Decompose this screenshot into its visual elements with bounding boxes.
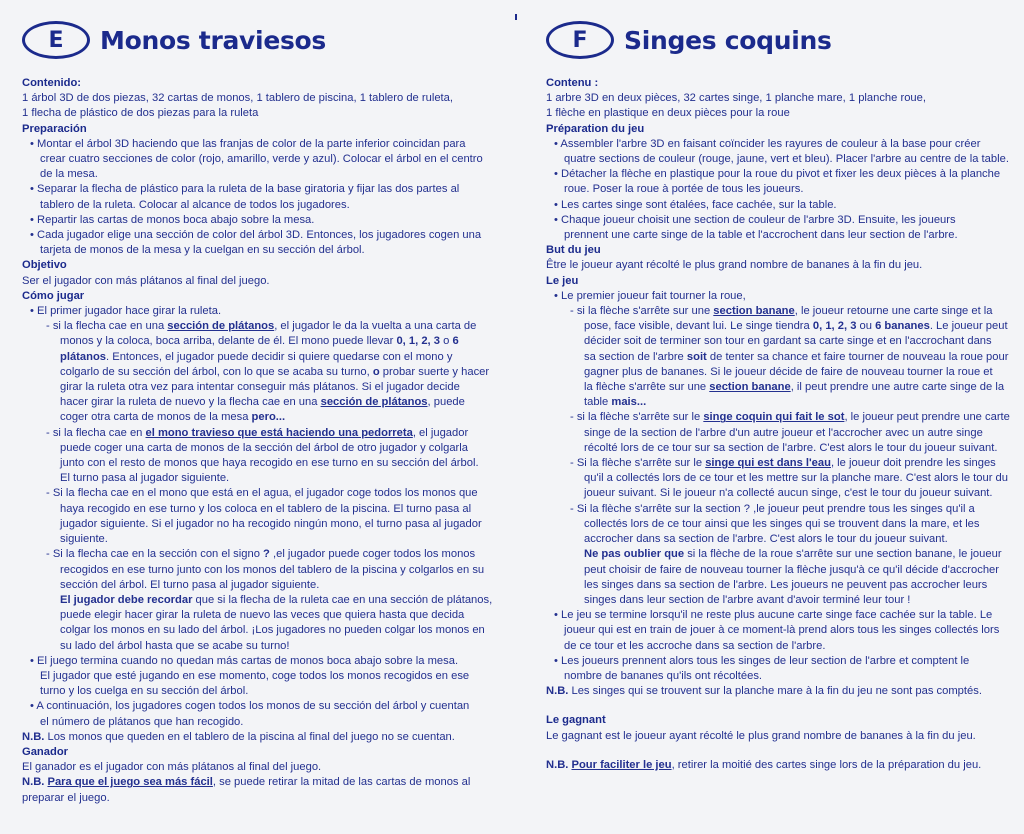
text-line: les singes dans sa section de l'arbre. Les joueurs ne peuvent pas accrocher leurs: [584, 578, 988, 591]
text-line: El jugador que esté jugando en ese momento, coge todos los monos recogidos en ese: [40, 669, 470, 682]
text-line: hacer girar la ruleta de nuevo y la flecha cae en una sección de plátanos, puede: [60, 396, 465, 409]
text-line: joueur qui est en train de jouer à ce moment-là prend alors tous les singes collectés lors: [564, 624, 1000, 637]
text-line: • Assembler l'arbre 3D en faisant coïncider les rayures de couleur à la base pour créer: [554, 137, 981, 150]
text-line: • Détacher la flèche en plastique pour la roue du pivot et fixer les deux pièces à la planche: [554, 168, 1001, 181]
spacer: [546, 699, 1024, 713]
text-line: recogidos en ese turno junto con los monos del tablero de la piscina y colgarlos en su: [60, 563, 485, 576]
spacer: [546, 744, 1024, 758]
text-line: sa section de l'arbre soit de tenter sa chance et faire tourner de nouveau la roue pour: [584, 350, 1009, 363]
text-line: tablero de la ruleta. Colocar al alcance de todos los jugadores.: [40, 198, 350, 211]
section-heading: Le gagnant: [546, 714, 606, 727]
text-line: N.B. Pour faciliter le jeu, retirer la moitié des cartes singe lors de la préparation du jeu.: [546, 758, 982, 771]
section-heading: But du jeu: [546, 244, 601, 257]
text-line: 1 flèche en plastique en deux pièces pour la roue: [546, 107, 790, 120]
text-line: • Montar el árbol 3D haciendo que las franjas de color de la parte inferior coincidan para: [30, 137, 466, 150]
text-line: Ne pas oublier que si la flèche de la roue s'arrête sur une section banane, le joueur: [584, 548, 1002, 561]
text-line: singes dans leur section de l'arbre avant d'avoir terminé leur tour !: [584, 593, 911, 606]
text-line: N.B. Los monos que queden en el tablero de la piscina al final del juego no se cuentan.: [22, 730, 455, 743]
text-line: • Separar la flecha de plástico para la ruleta de la base giratoria y fijar las dos partes al: [30, 183, 460, 196]
text-line: Ser el jugador con más plátanos al final del juego.: [22, 274, 270, 287]
language-badge-e: E: [22, 21, 90, 59]
french-header: [546, 18, 1024, 62]
text-line: puede elegir hacer girar la ruleta de nuevo las veces que quiera hasta que decida: [60, 609, 465, 622]
text-line: • Le premier joueur fait tourner la roue,: [554, 289, 746, 302]
text-line: N.B. Para que el juego sea más fácil, se puede retirar la mitad de las cartas de monos al: [22, 776, 471, 789]
text-line: • Repartir las cartas de monos boca abajo sobre la mesa.: [30, 213, 315, 226]
text-line: N.B. Les singes qui se trouvent sur la planche mare à la fin du jeu ne sont pas comptés.: [546, 685, 982, 698]
text-line: turno y los cuelga en su sección del árbol.: [40, 685, 249, 698]
text-line: siguiente.: [60, 533, 108, 546]
text-line: • El primer jugador hace girar la ruleta.: [30, 305, 222, 318]
text-line: su lado del árbol hasta que se acabe su turno!: [60, 639, 290, 652]
text-line: qu'il a collectés lors de ce tour et les mettre sur la planche mare. C'est alors le tour du: [584, 472, 1008, 485]
text-line: accrocher dans sa section de l'arbre. C'est alors le tour du joueur suivant.: [584, 533, 948, 546]
text-line: El ganador es el jugador con más plátanos al final del juego.: [22, 761, 322, 774]
french-title: Singes coquins: [624, 25, 832, 55]
section-heading: Objetivo: [22, 259, 67, 272]
text-line: monos y la coloca, boca arriba, delante de él. El mono puede llevar 0, 1, 2, 3 o 6: [60, 335, 459, 348]
section-heading: Ganador: [22, 745, 69, 758]
french-column: [524, 0, 1024, 834]
text-line: • Cada jugador elige una sección de color del árbol 3D. Entonces, los jugadores cogen una: [30, 229, 482, 242]
text-line: colgar los monos en su lado del árbol. ¡Los jugadores no pueden colgar los monos en: [60, 624, 485, 637]
text-line: colgarlo de su sección del árbol, con lo que se acaba su turno, o probar suerte y hacer: [60, 365, 490, 378]
text-line: quatre sections de couleur (rouge, jaune, vert et bleu). Placer l'arbre au centre de la table.: [564, 153, 1009, 166]
text-line: nombre de bananes qu'ils ont récoltées.: [564, 669, 763, 682]
text-line: • El juego termina cuando no quedan más cartas de monos boca abajo sobre la mesa.: [30, 654, 459, 667]
text-line: jugador siguiente. Si el jugador no ha recogido ningún mono, el turno pasa al jugador: [60, 517, 482, 530]
text-line: Être le joueur ayant récolté le plus grand nombre de bananes à la fin du jeu.: [546, 259, 923, 272]
text-line: Le gagnant est le joueur ayant récolté le plus grand nombre de bananes à la fin du jeu.: [546, 729, 976, 742]
text-line: El jugador debe recordar que si la flecha de la ruleta cae en una sección de plátanos,: [60, 593, 493, 606]
text-line: - si la flecha cae en una sección de plátanos, el jugador le da la vuelta a una carta de: [46, 320, 477, 333]
text-line: coger otra carta de monos de la mesa pero...: [60, 411, 286, 424]
text-line: plátanos. Entonces, el jugador puede decidir si quiere quedarse con el mono y: [60, 350, 453, 363]
language-badge-f: F: [546, 21, 614, 59]
text-line: • Les cartes singe sont étalées, face cachée, sur la table.: [554, 198, 837, 211]
text-line: décider soit de terminer son tour en gardant sa carte singe et en l'accrochant dans: [584, 335, 992, 348]
text-line: récolté lors de ce tour sur sa section de l'arbre. C'est alors le tour du joueur suivant.: [584, 441, 998, 454]
text-line: 1 flecha de plástico de dos piezas para la ruleta: [22, 107, 259, 120]
text-line: - Si la flecha cae en la sección con el signo ? ,el jugador puede coger todos los monos: [46, 548, 476, 561]
text-line: El turno pasa al jugador siguiente.: [60, 472, 230, 485]
text-line: haya recogido en ese turno y los coloca en el tablero de la piscina. El turno pasa al: [60, 502, 472, 515]
section-heading: Cómo jugar: [22, 289, 85, 302]
text-line: gagner plus de bananes. Si le joueur décide de faire de nouveau tourner la roue et: [584, 365, 993, 378]
text-line: joueur suivant. Si le joueur n'a collecté aucun singe, c'est le tour du joueur suivant.: [584, 487, 993, 500]
text-line: - si la flèche s'arrête sur une section banane, le joueur retourne une carte singe et la: [570, 305, 993, 318]
text-line: de ce tour et les accroche dans sa section de l'arbre.: [564, 639, 826, 652]
section-heading: Preparación: [22, 122, 87, 135]
text-line: - si la flèche s'arrête sur le singe coquin qui fait le sot, le joueur peut prendre une carte: [570, 411, 1010, 424]
spanish-header: [22, 18, 512, 62]
section-heading: Le jeu: [546, 274, 579, 287]
text-line: - Si la flecha cae en el mono que está en el agua, el jugador coge todos los monos que: [46, 487, 478, 500]
text-line: 1 arbre 3D en deux pièces, 32 cartes singe, 1 planche mare, 1 planche roue,: [546, 92, 926, 105]
text-line: • Chaque joueur choisit une section de couleur de l'arbre 3D. Ensuite, les joueurs: [554, 213, 956, 226]
text-line: de la mesa.: [40, 168, 98, 181]
text-line: - Si la flèche s'arrête sur le singe qui est dans l'eau, le joueur doit prendre les singes: [570, 457, 996, 470]
text-line: puede coger una carta de monos de la sección del árbol de otro jugador y colgarla: [60, 441, 468, 454]
text-line: tarjeta de monos de la mesa y la cuelgan en su sección del árbol.: [40, 244, 365, 257]
french-instructions: [546, 76, 1024, 773]
spanish-instructions: [22, 76, 512, 806]
text-line: sección del árbol. El turno pasa al jugador siguiente.: [60, 578, 320, 591]
text-line: • A continuación, los jugadores cogen todos los monos de su sección del árbol y cuentan: [30, 700, 470, 713]
text-line: collectés lors de ce tour ainsi que les singes qui se trouvent dans la mare, et les: [584, 517, 980, 530]
text-line: el número de plátanos que han recogido.: [40, 715, 244, 728]
text-line: singe de la section de l'arbre d'un autre joueur et l'accrocher avec un autre singe: [584, 426, 983, 439]
text-line: crear cuatro secciones de color (rojo, amarillo, verde y azul). Colocar el árbol en el centro: [40, 153, 483, 166]
text-line: roue. Poser la roue à portée de tous les joueurs.: [564, 183, 804, 196]
text-line: peut choisir de faire de nouveau tourner la flèche jusqu'à ce qu'il décide d'accrocher: [584, 563, 1000, 576]
text-line: 1 árbol 3D de dos piezas, 32 cartas de monos, 1 tablero de piscina, 1 tablero de ruleta,: [22, 92, 453, 105]
text-line: • Les joueurs prennent alors tous les singes de leur section de l'arbre et comptent le: [554, 654, 970, 667]
text-line: - Si la flèche s'arrête sur la section ? ,le joueur peut prendre tous les singes qu'il a: [570, 502, 975, 515]
text-line: preparar el juego.: [22, 791, 110, 804]
text-line: • Le jeu se termine lorsqu'il ne reste plus aucune carte singe face cachée sur la table. Le: [554, 609, 993, 622]
text-line: prennent une carte singe de la table et l'accrochent dans leur section de l'arbre.: [564, 229, 958, 242]
text-line: - si la flecha cae en el mono travieso que está haciendo una pedorreta, el jugador: [46, 426, 469, 439]
text-line: junto con el resto de monos que haya recogido en ese turno en su sección del árbol.: [60, 457, 479, 470]
text-line: la flèche s'arrête sur une section banane, il peut prendre une autre carte singe de la: [584, 381, 1005, 394]
section-heading: Contenido:: [22, 77, 82, 89]
text-line: table mais...: [584, 396, 647, 409]
text-line: girar la ruleta otra vez para intentar conseguir más plátanos. Si el jugador decide: [60, 381, 460, 394]
text-line: pose, face visible, devant lui. Le singe tiendra 0, 1, 2, 3 ou 6 bananes. Le joueur peut: [584, 320, 1008, 333]
section-heading: Préparation du jeu: [546, 122, 645, 135]
spanish-title: Monos traviesos: [100, 25, 327, 55]
center-mark: [515, 14, 517, 20]
section-heading: Contenu :: [546, 77, 599, 89]
